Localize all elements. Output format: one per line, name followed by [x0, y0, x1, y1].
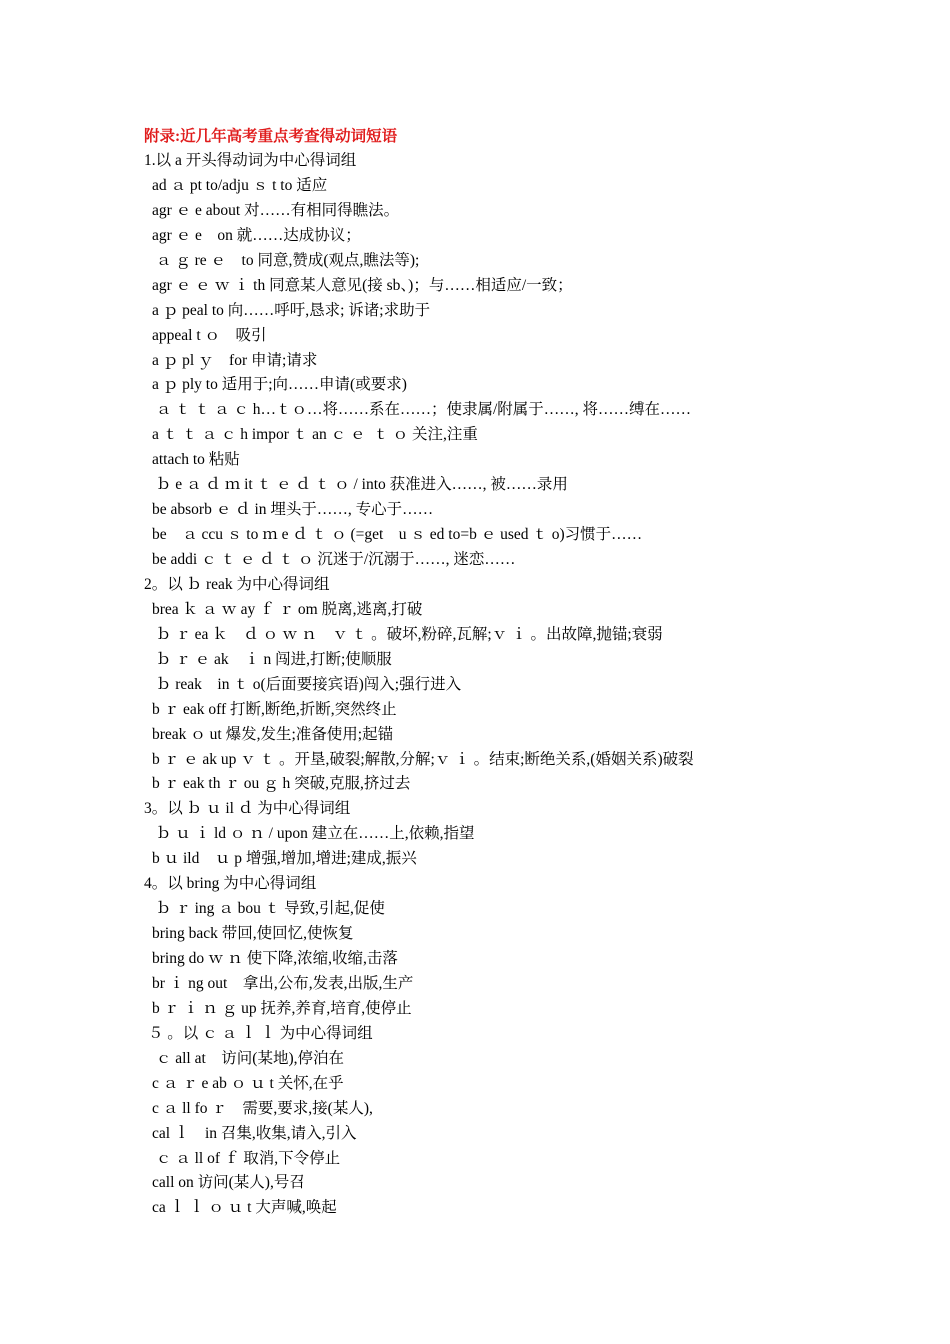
section-heading: ５ 。以 ｃ ａ ｌ ｌ 为中心得词组: [144, 1024, 373, 1042]
phrase-entry: b ｒ ｅ ak up ｖ ｔ 。开垦,破裂;解散,分解;ｖ ｉ 。结束;断绝关系,(婚姻关系)破裂: [152, 750, 694, 768]
section-heading: 1.以 a 开头得动词为中心得词组: [144, 152, 357, 169]
appendix-title: 附录:近几年高考重点考查得动词短语: [144, 128, 398, 145]
phrase-entry: bring do ｗ ｎ 使下降,浓缩,收缩,击落: [152, 950, 398, 967]
phrase-entry: agr ｅ e on 就……达成协议；: [152, 226, 361, 244]
phrase-entry: a ｐ peal to 向……呼吁,恳求; 诉诸;求助于: [152, 301, 431, 319]
phrase-entry: c ａ ｒ e ab ｏ ｕ t 关怀,在乎: [152, 1074, 344, 1092]
phrase-entry: a ｐ ply to 适用于;向……申请(或要求): [152, 376, 407, 394]
section-heading: 2。以 ｂ reak 为中心得词组: [144, 575, 330, 593]
phrase-entry: ｂ ｕ ｉ ld ｏ ｎ / upon 建立在……上,依赖,指望: [152, 825, 475, 843]
phrase-entry: be addi ｃ ｔ ｅ ｄ ｔ ｏ 沉迷于/沉溺于……, 迷恋……: [152, 551, 516, 568]
phrase-entry: ｃ all at 访问(某地),停泊在: [152, 1049, 345, 1067]
phrase-entry: ｂ reak in ｔ o(后面要接宾语)闯入;强行进入: [152, 675, 462, 693]
phrase-entry: agr ｅ ｅ ｗ ｉ th 同意某人意见(接 sb、)；与……相适应/一致；: [152, 276, 573, 294]
phrase-entry: a ｐ pl ｙ for 申请;请求: [152, 351, 318, 369]
section-heading: 3。以 ｂ ｕ il ｄ 为中心得词组: [144, 800, 351, 818]
phrase-entry: c ａ ll fo ｒ 需要,要求,接(某人),: [152, 1099, 373, 1117]
phrase-entry: a ｔ ｔ ａ ｃ h impor ｔ an ｃ ｅ ｔ ｏ 关注,注重: [152, 426, 478, 444]
phrase-entry: attach to 粘贴: [152, 451, 240, 469]
phrase-entry: be absorb ｅ ｄ in 埋头于……, 专心于……: [152, 501, 434, 519]
phrase-entry: br ｉ ng out 拿出,公布,发表,出版,生产: [152, 974, 414, 992]
phrase-entry: b ｒ ｉ ｎ ｇ up 抚养,养育,培育,使停止: [152, 999, 412, 1017]
phrase-entry: ａ ｇ re ｅ to 同意,赞成(观点,瞧法等);: [152, 251, 420, 269]
phrase-entry: b ｒ eak off 打断,断绝,折断,突然终止: [152, 700, 397, 718]
phrase-entry: ad ａ pt to/adju ｓ t to 适应: [152, 176, 328, 194]
phrase-entry: brea ｋ ａ ｗ ay ｆ ｒ om 脱离,逃离,打破: [152, 600, 423, 618]
phrase-entry: appeal t ｏ 吸引: [152, 326, 267, 344]
phrase-entry: ａ ｔ ｔ ａ ｃ h…ｔｏ…将……系在……；使隶属/附属于……, 将……缚在……: [152, 401, 692, 419]
phrase-entry: b ｒ eak th ｒ ou ｇ h 突破,克服,挤过去: [152, 775, 411, 793]
phrase-entry: ｂ ｒ ing ａ bou ｔ 导致,引起,促使: [152, 900, 385, 918]
phrase-entry: ｂ ｒ ｅ ak ｉ n 闯进,打断;使顺服: [152, 650, 392, 668]
document-body: [144, 124, 844, 1221]
phrase-entry: agr ｅ e about 对……有相同得瞧法。: [152, 201, 400, 219]
phrase-entry: ｃ ａ ll of ｆ 取消,下令停止: [152, 1149, 341, 1167]
phrase-entry: b ｕ ild ｕ p 增强,增加,增进;建成,振兴: [152, 850, 417, 868]
phrase-entry: bring back 带回,使回忆,使恢复: [152, 925, 354, 943]
phrase-entry: ca ｌ ｌ ｏ ｕ t 大声喊,唤起: [152, 1199, 337, 1217]
phrase-list: [144, 149, 844, 1221]
phrase-entry: ｂ ｒ ea ｋ ｄ ｏ ｗ ｎ ｖ ｔ 。破坏,粉碎,瓦解;ｖ ｉ 。出故障,抛锚;衰弱: [152, 625, 663, 643]
section-heading: 4。以 bring 为中心得词组: [144, 875, 317, 893]
phrase-entry: ｂ e ａ ｄ ｍ it ｔ ｅ ｄ ｔ ｏ / into 获准进入……, 被……录用: [152, 476, 568, 494]
phrase-entry: cal ｌ in 召集,收集,请入,引入: [152, 1124, 357, 1142]
phrase-entry: be ａ ccu ｓ to ｍ e ｄ ｔ ｏ (=get u ｓ ed to=b ｅ used ｔ o)习惯于……: [152, 526, 643, 544]
phrase-entry: call on 访问(某人),号召: [152, 1174, 305, 1192]
phrase-entry: break ｏ ut 爆发,发生;准备使用;起锚: [152, 725, 394, 743]
